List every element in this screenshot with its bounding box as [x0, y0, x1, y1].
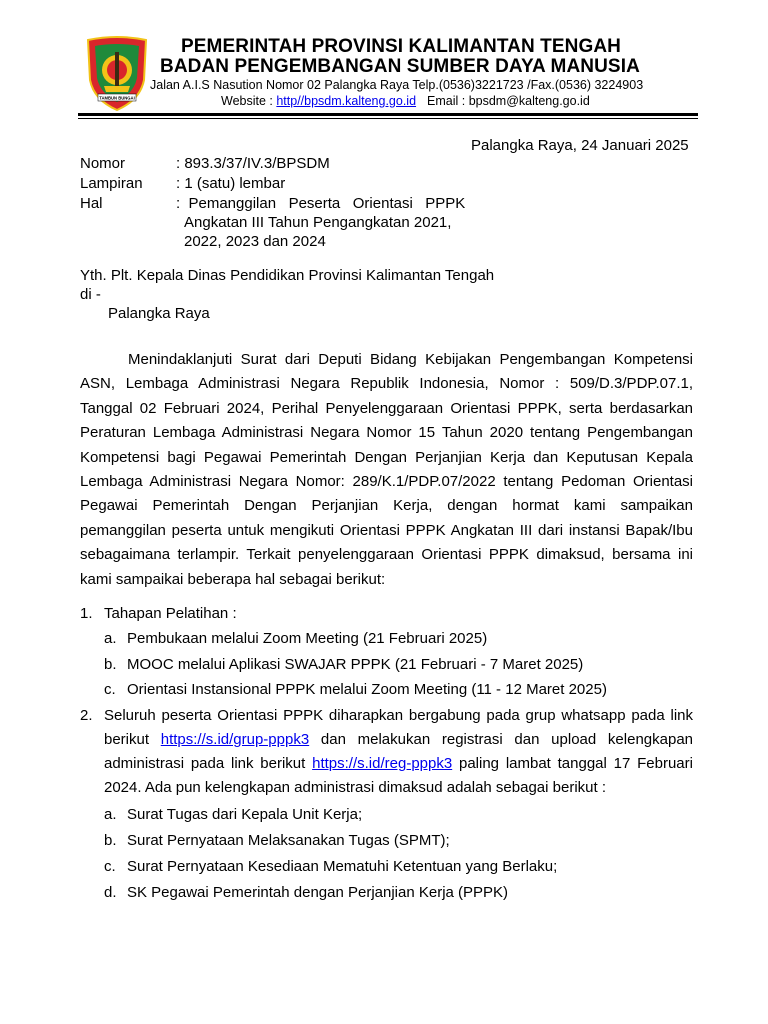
header-contact: [221, 94, 590, 109]
hal-value-line3: 2022, 2023 dan 2024: [184, 233, 326, 250]
hal-value-line1: : Pemanggilan Peserta Orientasi PPPK: [176, 195, 466, 212]
item1-title: Tahapan Pelatihan :: [104, 605, 237, 622]
svg-text:TAMBUN BUNGAI: TAMBUN BUNGAI: [99, 95, 135, 101]
item2-text-b: dan melakukan registrasi dan upload kelengkapan administrasi pada link berikut: [104, 731, 693, 772]
body-paragraph: [80, 348, 693, 592]
item2-sub-letter: d.: [104, 884, 117, 901]
header-address: Jalan A.I.S Nasution Nomor 02 Palangka Raya Telp.(0536)3221723 /Fax.(0536) 3224903: [150, 78, 644, 92]
header-rule-thin: [78, 118, 698, 119]
website-link[interactable]: http//bpsdm.kalteng.go.id: [276, 94, 417, 108]
nomor-value: : 893.3/37/IV.3/BPSDM: [176, 155, 330, 172]
item2-text-c: paling lambat tanggal 17 Februari 2024. Ada pun kelengkapan administrasi dimaksud adalah sebagai berikut :: [104, 755, 693, 796]
nomor-label: Nomor: [80, 155, 126, 172]
recipient-line3: Palangka Raya: [108, 305, 210, 322]
header-rule-thick: [78, 113, 698, 116]
item2-sub-text: Surat Tugas dari Kepala Unit Kerja;: [127, 806, 363, 823]
item2-sub-letter: a.: [104, 806, 117, 823]
item2-sub-text: SK Pegawai Pemerintah dengan Perjanjian Kerja (PPPK): [127, 884, 509, 901]
item2-number: 2.: [80, 707, 93, 724]
recipient-line2: di -: [80, 286, 101, 303]
header-government-name: PEMERINTAH PROVINSI KALIMANTAN TENGAH: [181, 36, 621, 57]
hal-label: Hal: [80, 195, 103, 212]
item1-sub-letter: c.: [104, 681, 116, 698]
meta-hal: [80, 194, 465, 214]
recipient-line1: Yth. Plt. Kepala Dinas Pendidikan Provinsi Kalimantan Tengah: [80, 267, 495, 284]
provincial-emblem-logo: [84, 36, 150, 112]
item1-sub-text: Pembukaan melalui Zoom Meeting (21 Februari 2025): [127, 630, 488, 647]
body-paragraph-text: Menindaklanjuti Surat dari Deputi Bidang Kebijakan Pengembangan Kompetensi ASN, Lembaga Administrasi Negara Republik Indonesia, Nomor : 509/D.3/PDP.07.1, Tanggal 02 Februari 2024, Perihal Penyelenggaraan Orientasi PPPK, serta berdasarkan Peraturan Lembaga Administrasi Negara Nomor 15 Tahun 2020 tentang Pengembangan Kompetensi bagi Pegawai Pemerintah Dengan Perjanjian Kerja dan Keputusan Kepala Lembaga Administrasi Negara Nomor: 289/K.1/PDP.07/2022 tentang Pedoman Orientasi Pegawai Pemerintah Dengan Perjanjian Kerja, dengan hormat kami sampaikan pemanggilan peserta untuk mengikuti Orientasi PPPK Angkatan III dari instansi Bapak/Ibu sebagaimana terlampir. Terkait penyelenggaraan Orientasi PPPK dimaksud, bersama ini kami sampaikai beberapa hal sebagai berikut:: [80, 351, 693, 588]
item2-sub-letter: b.: [104, 832, 117, 849]
whatsapp-group-link[interactable]: https://s.id/grup-pppk3: [160, 731, 310, 748]
meta-nomor: [80, 154, 330, 174]
lampiran-label: Lampiran: [80, 175, 143, 192]
item2-paragraph: [104, 704, 693, 800]
item2-sub-letter: c.: [104, 858, 116, 875]
email-text: Email : bpsdm@kalteng.go.id: [427, 94, 590, 108]
item2-sub-text: Surat Pernyataan Melaksanakan Tugas (SPMT);: [127, 832, 450, 849]
item2-sub-text: Surat Pernyataan Kesediaan Mematuhi Ketentuan yang Berlaku;: [127, 858, 558, 875]
item1-sub-text: Orientasi Instansional PPPK melalui Zoom Meeting (11 - 12 Maret 2025): [127, 681, 607, 698]
meta-lampiran: [80, 174, 285, 194]
item1-sub-letter: a.: [104, 630, 117, 647]
item1-sub-text: MOOC melalui Aplikasi SWAJAR PPPK (21 Februari - 7 Maret 2025): [127, 656, 584, 673]
letter-date: Palangka Raya, 24 Januari 2025: [471, 137, 689, 154]
lampiran-value: : 1 (satu) lembar: [176, 175, 286, 192]
item1-sub-letter: b.: [104, 656, 117, 673]
hal-value-line2: Angkatan III Tahun Pengangkatan 2021,: [184, 214, 452, 231]
item2-text-a: Seluruh peserta Orientasi PPPK diharapkan bergabung pada grup whatsapp pada link berikut: [104, 707, 693, 748]
header-agency-name: BADAN PENGEMBANGAN SUMBER DAYA MANUSIA: [160, 56, 640, 77]
registration-link[interactable]: https://s.id/reg-pppk3: [312, 755, 453, 772]
website-label: Website :: [221, 94, 273, 108]
item1-number: 1.: [80, 605, 93, 622]
